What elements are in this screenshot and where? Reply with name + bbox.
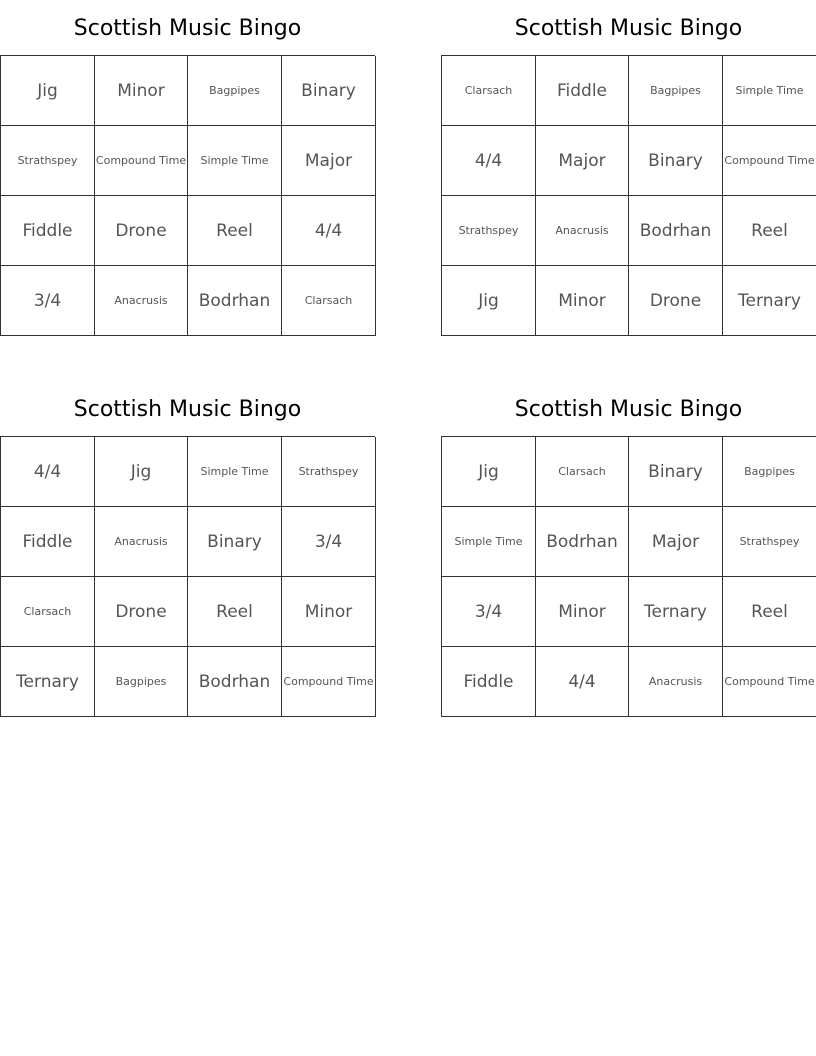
bingo-grid [441, 55, 816, 336]
card-title: Scottish Music Bingo [73, 16, 302, 41]
bingo-cell: Bodrhan [188, 266, 282, 336]
bingo-cell: Drone [95, 577, 188, 647]
bingo-cell: Anacrusis [629, 647, 723, 717]
bingo-cell: Bagpipes [95, 647, 188, 717]
bingo-cell: Reel [723, 577, 816, 647]
bingo-grid [441, 436, 816, 717]
card-title: Scottish Music Bingo [73, 397, 302, 422]
bingo-cell: 3/4 [442, 577, 536, 647]
bingo-cell: Binary [282, 56, 376, 126]
bingo-cell: Reel [188, 577, 282, 647]
bingo-cell: 3/4 [1, 266, 95, 336]
bingo-cell: Minor [95, 56, 188, 126]
bingo-cell: Clarsach [442, 56, 536, 126]
bingo-cell: Simple Time [723, 56, 816, 126]
bingo-cell: Simple Time [188, 437, 282, 507]
bingo-cell: Anacrusis [95, 266, 188, 336]
bingo-card-3 [0, 381, 375, 717]
bingo-cell: 4/4 [536, 647, 629, 717]
bingo-cell: Fiddle [536, 56, 629, 126]
bingo-cell: Jig [442, 266, 536, 336]
bingo-cell: Bagpipes [723, 437, 816, 507]
bingo-cell: Fiddle [442, 647, 536, 717]
bingo-cell: Jig [95, 437, 188, 507]
bingo-cell: Strathspey [442, 196, 536, 266]
bingo-cell: Jig [1, 56, 95, 126]
bingo-cell: Reel [723, 196, 816, 266]
bingo-cell: Ternary [723, 266, 816, 336]
bingo-cell: Strathspey [723, 507, 816, 577]
bingo-card-2 [441, 0, 816, 336]
bingo-cell: Compound Time [723, 647, 816, 717]
bingo-cell: Major [629, 507, 723, 577]
bingo-cell: Bodrhan [536, 507, 629, 577]
bingo-cell: Compound Time [95, 126, 188, 196]
bingo-cell: Binary [629, 437, 723, 507]
card-title: Scottish Music Bingo [514, 397, 743, 422]
bingo-cell: Bagpipes [629, 56, 723, 126]
bingo-grid [0, 436, 375, 717]
bingo-cell: Ternary [1, 647, 95, 717]
bingo-cell: Ternary [629, 577, 723, 647]
bingo-cell: Drone [629, 266, 723, 336]
bingo-cell: Anacrusis [536, 196, 629, 266]
bingo-cell: Fiddle [1, 507, 95, 577]
bingo-cell: 4/4 [1, 437, 95, 507]
bingo-cell: Clarsach [282, 266, 376, 336]
bingo-cell: Major [282, 126, 376, 196]
bingo-cell: Compound Time [282, 647, 376, 717]
bingo-card-1 [0, 0, 375, 336]
bingo-cell: Simple Time [442, 507, 536, 577]
bingo-cell: Minor [536, 577, 629, 647]
bingo-cell: Bodrhan [188, 647, 282, 717]
bingo-cell: Strathspey [1, 126, 95, 196]
bingo-cell: Clarsach [1, 577, 95, 647]
bingo-cell: 4/4 [282, 196, 376, 266]
bingo-cell: Bodrhan [629, 196, 723, 266]
bingo-cell: Major [536, 126, 629, 196]
bingo-grid [0, 55, 375, 336]
bingo-cell: Clarsach [536, 437, 629, 507]
bingo-cell: Binary [629, 126, 723, 196]
bingo-cell: Anacrusis [95, 507, 188, 577]
bingo-cell: Minor [282, 577, 376, 647]
bingo-cell: 3/4 [282, 507, 376, 577]
bingo-cell: Simple Time [188, 126, 282, 196]
bingo-card-4 [441, 381, 816, 717]
bingo-cell: Minor [536, 266, 629, 336]
bingo-cell: Bagpipes [188, 56, 282, 126]
bingo-cell: 4/4 [442, 126, 536, 196]
bingo-cell: Strathspey [282, 437, 376, 507]
bingo-cell: Reel [188, 196, 282, 266]
bingo-cell: Compound Time [723, 126, 816, 196]
bingo-cell: Fiddle [1, 196, 95, 266]
card-title: Scottish Music Bingo [514, 16, 743, 41]
bingo-cell: Jig [442, 437, 536, 507]
bingo-cell: Binary [188, 507, 282, 577]
bingo-cell: Drone [95, 196, 188, 266]
